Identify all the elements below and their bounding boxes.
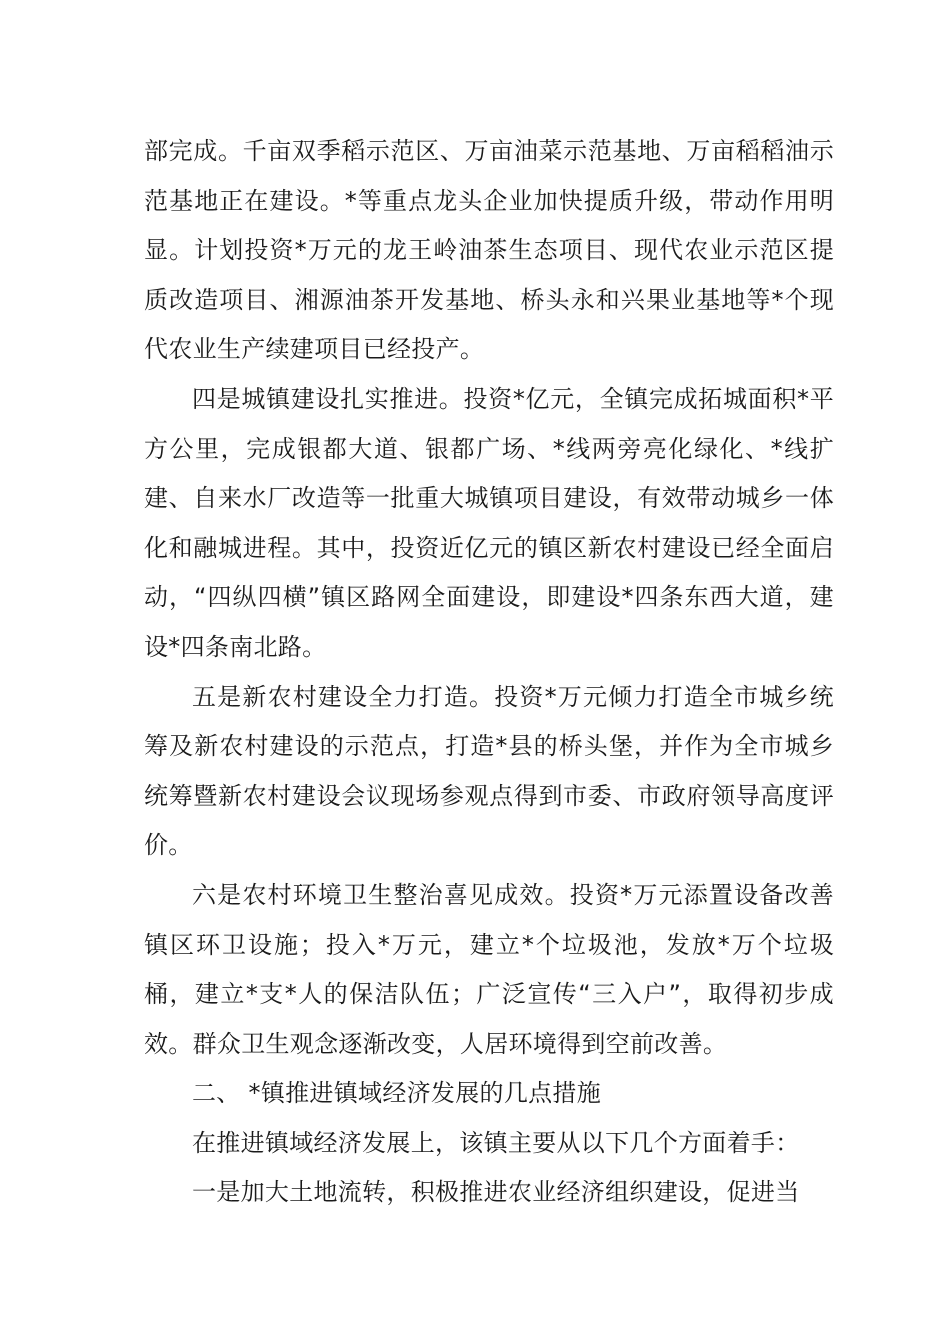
paragraph-new-countryside: 五是新农村建设全力打造。投资*万元倾力打造全市城乡统筹及新农村建设的示范点，打造*县的桥头堡，并作为全市城乡统筹暨新农村建设会议现场参观点得到市委、市政府领导高度评价。 [144, 682, 834, 860]
paragraph-measures-intro: 在推进镇域经济发展上，该镇主要从以下几个方面着手： [192, 1128, 800, 1157]
section-heading-measures: 二、 *镇推进镇域经济发展的几点措施 [192, 1079, 602, 1108]
document-body [144, 127, 834, 1218]
paragraph-land-transfer: 一是加大土地流转，积极推进农业经济组织建设，促进当 [192, 1178, 800, 1207]
paragraph-agriculture-projects: 部完成。千亩双季稻示范区、万亩油菜示范基地、万亩稻稻油示范基地正在建设。*等重点龙头企业加快提质升级，带动作用明显。计划投资*万元的龙王岭油茶生态项目、现代农业示范区提质改造项目、湘源油茶开发基地、桥头永和兴果业基地等*个现代农业生产续建项目已经投产。 [144, 137, 834, 364]
paragraph-urban-construction: 四是城镇建设扎实推进。投资*亿元，全镇完成拓城面积*平方公里，完成银都大道、银都广场、*线两旁亮化绿化、*线扩建、自来水厂改造等一批重大城镇项目建设，有效带动城乡一体化和融城进程。其中，投资近亿元的镇区新农村建设已经全面启动，“四纵四横”镇区路网全面建设，即建设*四条东西大道，建设*四条南北路。 [144, 384, 834, 661]
paragraph-environment-sanitation: 六是农村环境卫生整治喜见成效。投资*万元添置设备改善镇区环卫设施；投入*万元，建立*个垃圾池，发放*万个垃圾桶，建立*支*人的保洁队伍；广泛宣传“三入户”，取得初步成效。群众卫生观念逐渐改变，人居环境得到空前改善。 [144, 880, 834, 1058]
